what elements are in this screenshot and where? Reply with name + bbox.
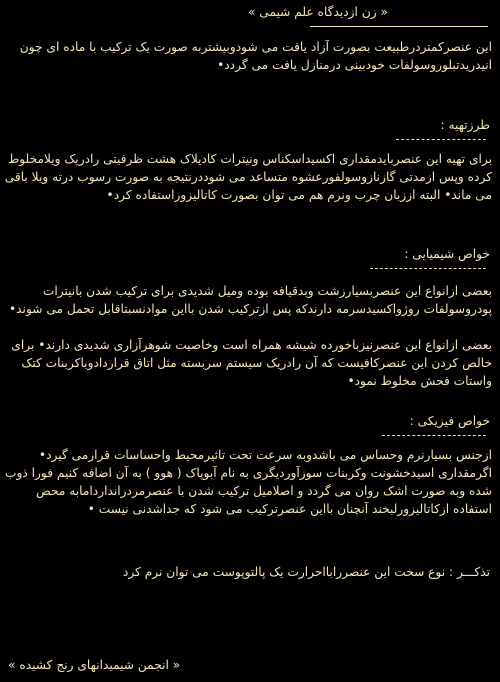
preparation-paragraph: برای تهیه این عنصربایدمقداری اکسیداسکناس ونیترات کادیلاک هشت ظرفیتی رادریک ویلامخلوط کرده وپس ازمدتی گازنازوسولفورعشوه متساعد می شوددرنتیجه به صورت رسوب درته ویلا باقی می ماند• البته اززبان چرب ونرم هم می توان بصورت کاتالیزوراستفاده کرد• [4, 152, 492, 202]
physical-paragraph: ازجنس بسیارنرم وحساس می باشدوبه سرعت تحت تاثیرمحیط واحساسات قرارمی گیرد• اگرمقداری اسیدخشونت وکربنات سوزآوردیگری به نام آبوپاک ( هوو ) به آن اضافه کنیم فورا ذوب شده وبه صورت اشک روان می گردد و اصلامیل ترکیب شدن با عنصرمردرانداردامابه محض استفاده ازکاتالیزورلبخند آنچنان بااین عنصرترکیب می شود که جداشدنی نیست • [5, 448, 492, 516]
preparation-heading: طرزتهیه : [440, 118, 490, 132]
chemical-paragraph-2: بعضی ازانواع این عنصرنیزباخورده شیشه همراه است وخاصیت شوهرآزاری شدیدی دارند• برای خالص کردن این عنصرکافیست که آن رادریک سیستم سربسته مثل اتاق قراردادوباکربنات کتک واستات فحش مخلوط نمود• [11, 338, 492, 388]
footer-signature: « انجمن شیمیدانهای رنج کشیده » [8, 658, 181, 672]
physical-heading-rule [382, 435, 486, 436]
chemical-heading-rule [370, 268, 486, 269]
title-underline [310, 26, 488, 27]
chemical-paragraph-1: بعضی ازانواع این عنصربسیارزشت وبدقیافه بوده ومیل شدیدی برای ترکیب شدن بانیترات پودروسولفات روژواکسیدسرمه دارندکه پس ازترکیب شدن بااین موادنسبتاقابل تحمل می شوند• [8, 284, 492, 316]
physical-properties-heading: خواص فیزیکی : [409, 414, 490, 428]
preparation-heading-rule [396, 139, 486, 140]
note-line: تذکـــر : نوع سخت این عنصررابااحرارت یک پالتوپوست می توان نرم کرد [122, 565, 490, 579]
page-title: « زن ازدیدگاه علم شیمی » [247, 5, 388, 19]
intro-paragraph: این عنصرکمتردرطبیعت بصورت آزاد یافت می شودوبیشتربه صورت یک ترکیب با ماده ای چون انیدریدتبلوروسولفات خودبینی درمنازل یافت می گردد• [19, 40, 492, 72]
chemical-properties-heading: خواص شیمیایی : [404, 247, 490, 261]
